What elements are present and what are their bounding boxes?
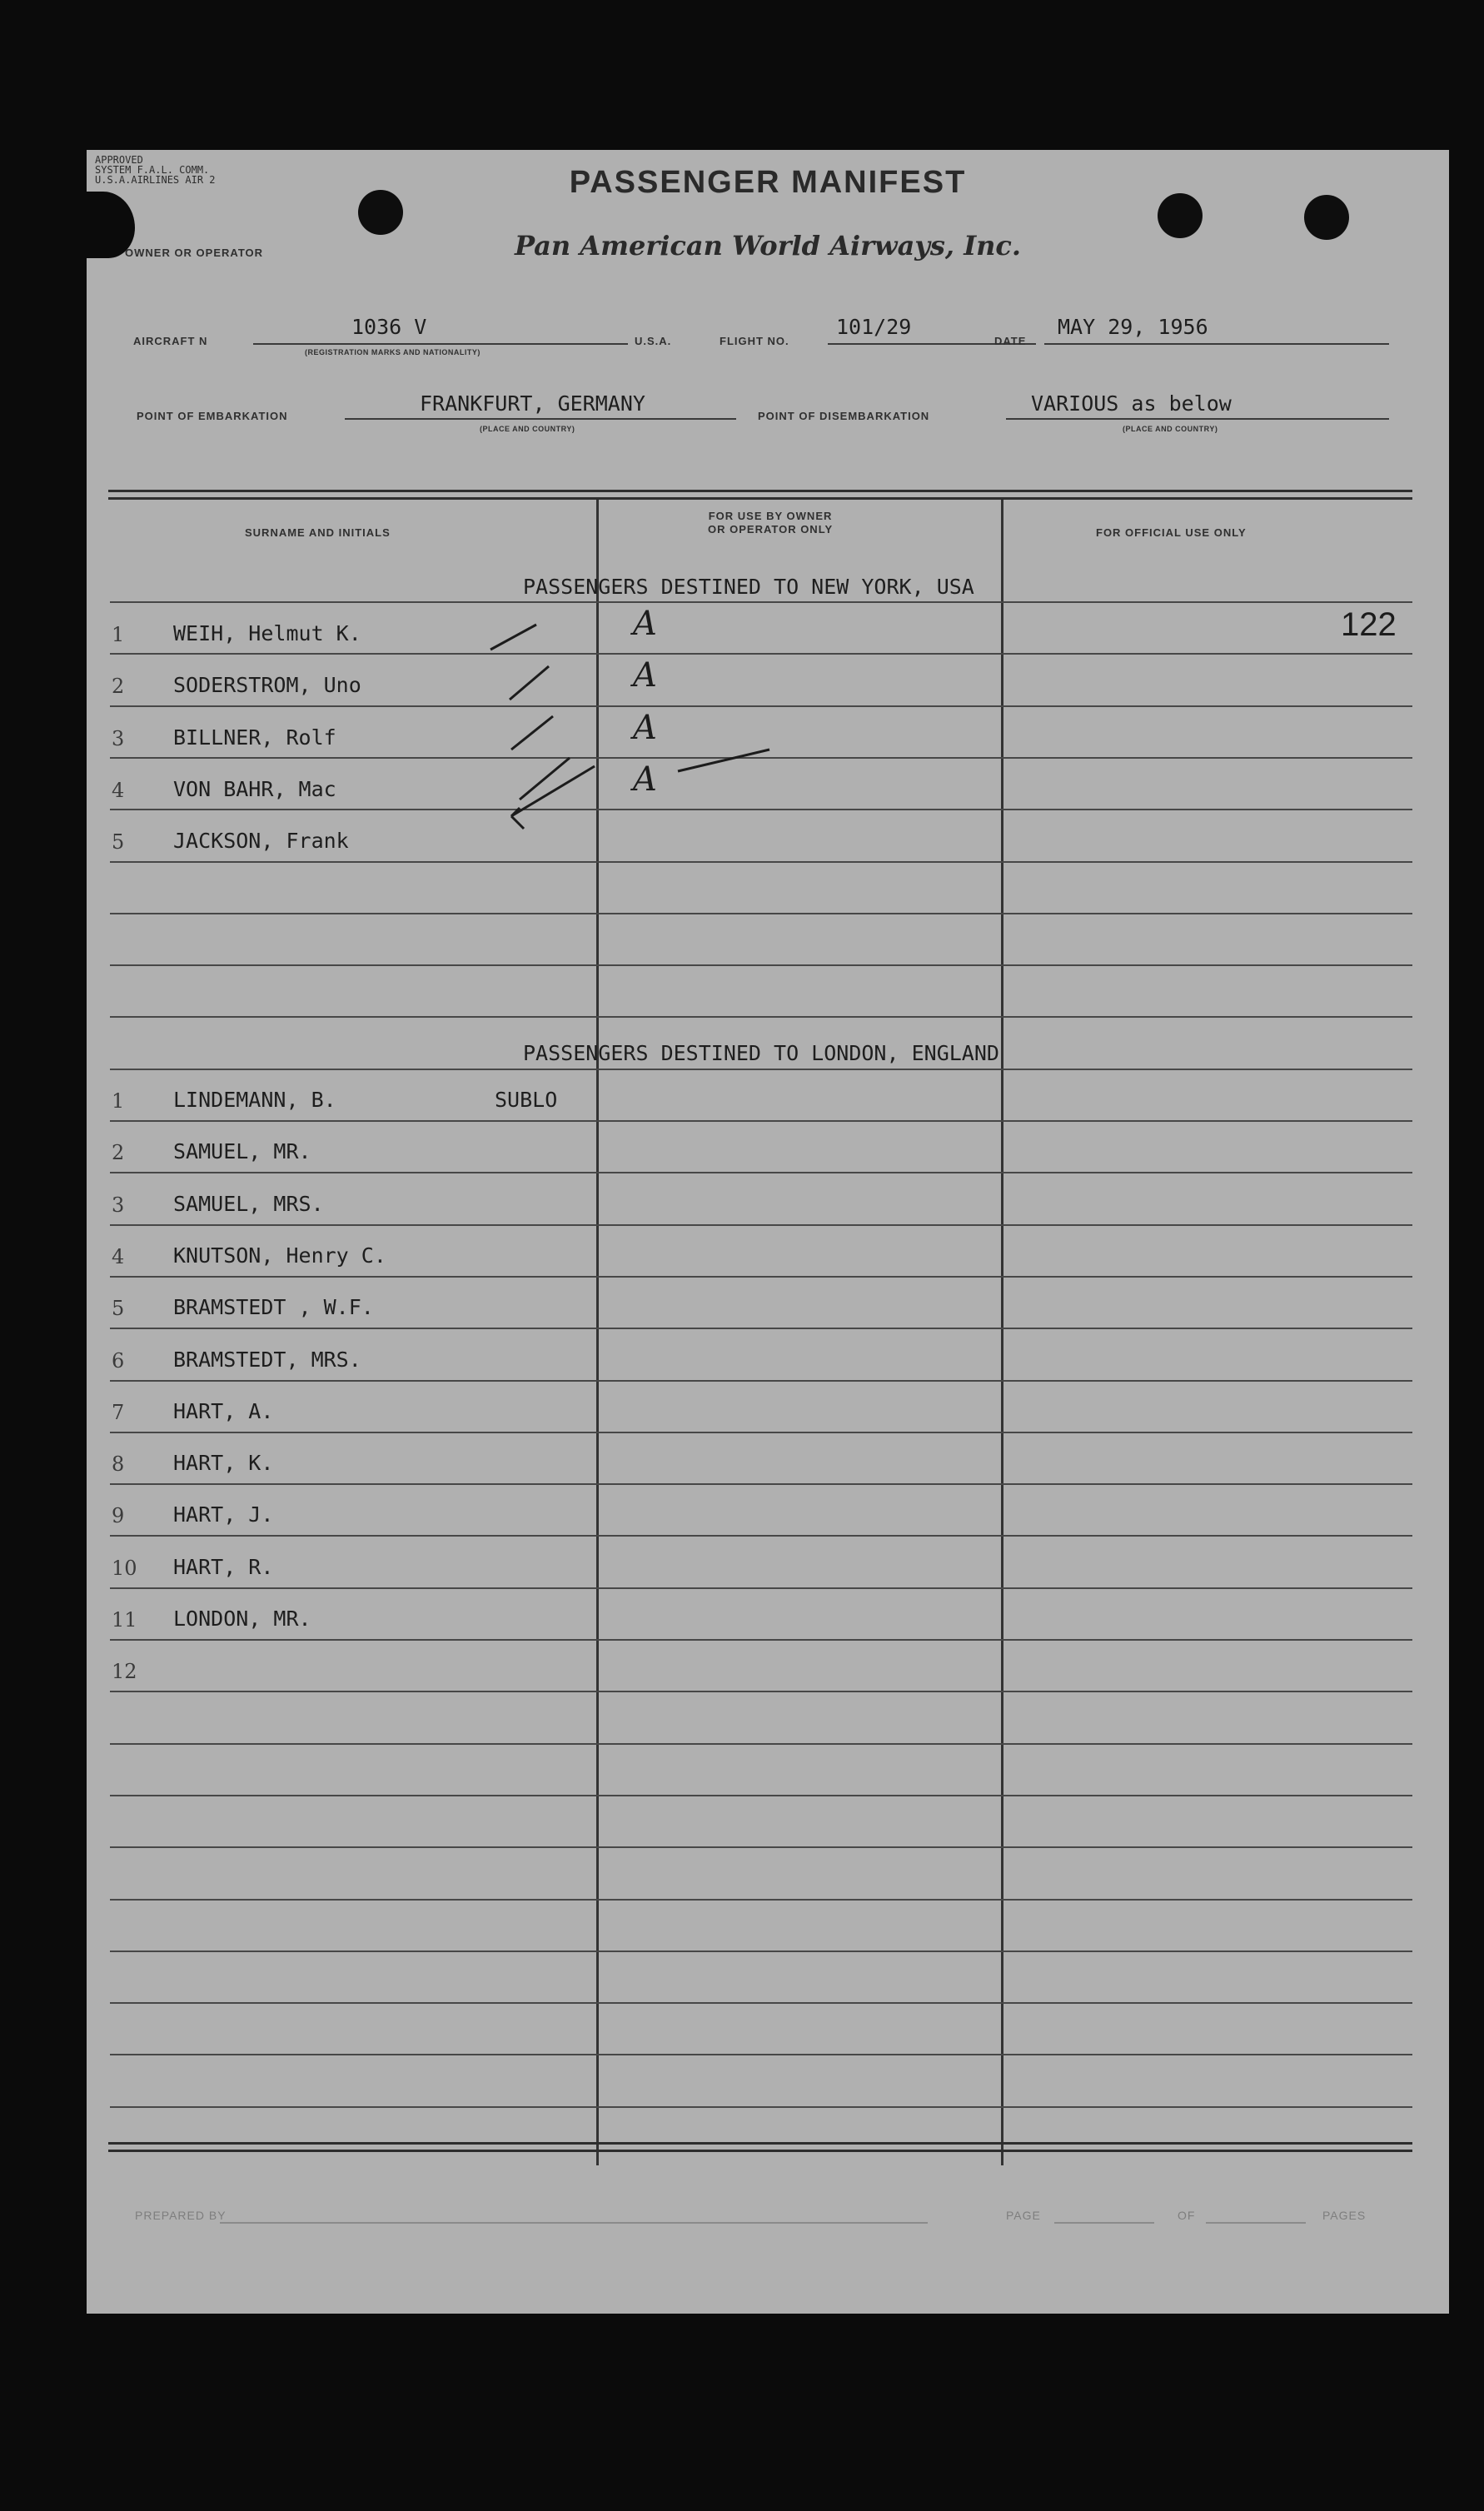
row-number: 2 (112, 1141, 125, 1165)
passenger-name: LONDON, MR. (173, 1607, 311, 1631)
col-official-header: FOR OFFICIAL USE ONLY (1096, 526, 1247, 539)
row-number: 1 (112, 1089, 125, 1113)
table-rule (110, 1483, 1412, 1485)
table-rule (110, 1951, 1412, 1952)
row-number: 12 (112, 1660, 137, 1684)
table-rule (110, 1743, 1412, 1745)
prepared-by-underline (220, 2222, 928, 2224)
table-rule (110, 1328, 1412, 1329)
table-rule (110, 1432, 1412, 1433)
passenger-name: KNUTSON, Henry C. (173, 1243, 386, 1268)
row-number: 7 (112, 1400, 125, 1424)
aircraft-underline (253, 343, 628, 345)
group-london-heading: PASSENGERS DESTINED TO LONDON, ENGLAND (523, 1041, 999, 1065)
of-underline (1206, 2222, 1306, 2224)
column-divider (1001, 500, 1003, 2165)
col-surname-header: SURNAME AND INITIALS (245, 526, 391, 539)
passenger-name: JACKSON, Frank (173, 829, 349, 854)
table-rule (110, 1639, 1412, 1641)
passenger-name: SAMUEL, MRS. (173, 1191, 324, 1216)
aircraft-label: AIRCRAFT N (133, 335, 208, 347)
of-label: OF (1178, 2209, 1196, 2222)
table-rule (110, 2054, 1412, 2055)
row-number: 3 (112, 1193, 125, 1217)
table-top-border (108, 490, 1412, 500)
row-number: 4 (112, 778, 125, 802)
embark-sub: (PLACE AND COUNTRY) (480, 425, 575, 433)
embark-underline (345, 418, 736, 420)
row-number: 9 (112, 1504, 125, 1528)
table-rule (110, 1276, 1412, 1278)
form-title: PASSENGER MANIFEST (569, 165, 967, 200)
table-rule (110, 1795, 1412, 1796)
passenger-name: BRAMSTEDT, MRS. (173, 1347, 361, 1372)
disembark-label: POINT OF DISEMBARKATION (758, 410, 930, 422)
pages-label: PAGES (1322, 2209, 1367, 2222)
handwritten-mark: A (633, 605, 657, 643)
row-number: 4 (112, 1244, 125, 1268)
col-owner-header: FOR USE BY OWNER OR OPERATOR ONLY (708, 510, 834, 536)
official-number: 122 (1341, 606, 1397, 643)
passenger-name: HART, K. (173, 1451, 274, 1476)
table-rule (110, 913, 1412, 914)
group-ny-heading: PASSENGERS DESTINED TO NEW YORK, USA (523, 575, 974, 599)
table-rule (110, 1535, 1412, 1537)
handwritten-mark: A (633, 656, 657, 695)
aircraft-sub: (REGISTRATION MARKS AND NATIONALITY) (305, 348, 481, 356)
airline-name: Pan American World Airways, Inc. (514, 230, 1022, 262)
page-label: PAGE (1006, 2209, 1041, 2222)
manifest-sheet (87, 150, 1449, 2314)
passenger-name: BRAMSTEDT , W.F. (173, 1295, 374, 1320)
table-rule (110, 861, 1412, 863)
embark-label: POINT OF EMBARKATION (137, 410, 288, 422)
passenger-name: BILLNER, Rolf (173, 725, 336, 750)
passenger-name: VON BAHR, Mac (173, 776, 336, 801)
row-number: 3 (112, 726, 125, 750)
embark-value: FRANKFURT, GERMANY (420, 391, 645, 416)
table-rule (110, 2002, 1412, 2004)
table-rule (110, 1016, 1412, 1018)
table-rule (110, 964, 1412, 966)
passenger-note: SUBLO (495, 1088, 558, 1112)
row-number: 8 (112, 1452, 125, 1477)
row-number: 6 (112, 1348, 125, 1373)
date-value: MAY 29, 1956 (1058, 315, 1208, 339)
date-underline (1044, 343, 1389, 345)
usa-label: U.S.A. (635, 335, 672, 347)
handwritten-mark: A (633, 760, 657, 799)
row-number: 1 (112, 623, 125, 646)
passenger-name: HART, J. (173, 1502, 274, 1527)
table-rule (110, 2106, 1412, 2108)
passenger-name: SODERSTROM, Uno (173, 673, 361, 698)
approval-tag: APPROVED SYSTEM F.A.L. COMM. U.S.A.AIRLINES AIR 2 (95, 154, 216, 186)
table-rule (110, 1691, 1412, 1692)
table-rule (110, 1120, 1412, 1122)
owner-label: OWNER OR OPERATOR (125, 247, 264, 259)
table-bottom-border (108, 2142, 1412, 2152)
table-rule (110, 1069, 1412, 1070)
passenger-name: HART, A. (173, 1398, 274, 1423)
flight-label: FLIGHT NO. (720, 335, 789, 347)
handwritten-mark: A (633, 708, 657, 747)
table-rule (110, 1224, 1412, 1226)
table-rule (110, 1380, 1412, 1382)
date-label: DATE (994, 335, 1027, 347)
row-number: 11 (112, 1608, 137, 1632)
table-rule (110, 1587, 1412, 1589)
page-underline (1054, 2222, 1154, 2224)
row-number: 10 (112, 1556, 137, 1580)
prepared-by-label: PREPARED BY (135, 2209, 227, 2222)
row-number: 2 (112, 675, 125, 699)
disembark-underline (1006, 418, 1389, 420)
row-number: 5 (112, 1297, 125, 1321)
passenger-name: HART, R. (173, 1554, 274, 1579)
passenger-name: SAMUEL, MR. (173, 1139, 311, 1164)
handwritten-checkmarks (486, 616, 803, 858)
disembark-value: VARIOUS as below (1031, 391, 1232, 416)
aircraft-value: 1036 V (351, 315, 427, 339)
table-rule (110, 1846, 1412, 1848)
passenger-name: LINDEMANN, B. (173, 1088, 336, 1112)
table-rule (110, 601, 1412, 603)
table-rule (110, 1172, 1412, 1173)
passenger-name: WEIH, Helmut K. (173, 621, 361, 645)
disembark-sub: (PLACE AND COUNTRY) (1123, 425, 1218, 433)
row-number: 5 (112, 830, 125, 854)
table-rule (110, 1899, 1412, 1901)
flight-value: 101/29 (836, 315, 912, 339)
